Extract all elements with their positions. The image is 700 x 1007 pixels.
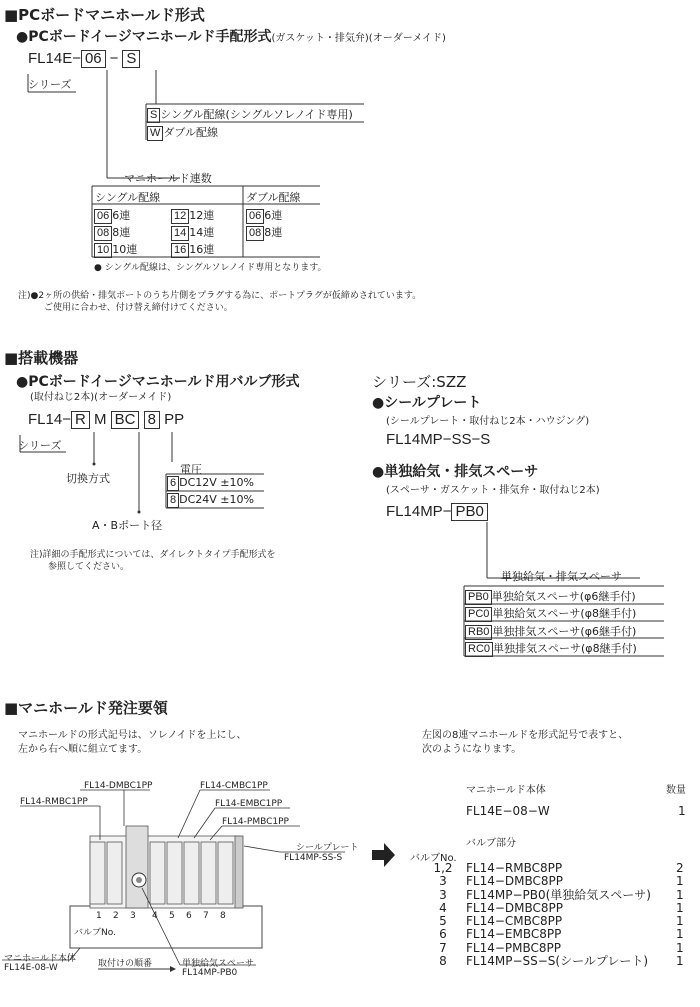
valve-number: 4 (152, 911, 158, 921)
voltage-value: DC12V ±10% (179, 476, 254, 489)
diagram-label-embc: FL14-EMBC1PP (215, 799, 283, 809)
order-row-no: 1,2 (433, 861, 453, 875)
station-code: 14 (171, 226, 189, 241)
section3-title: ■マニホールド発注要領 (4, 699, 168, 717)
order-row-no: 3 (439, 874, 447, 889)
manifold-wiring-box: S (122, 50, 140, 68)
order-row-no: 8 (439, 954, 447, 969)
valve-switch-box: R (71, 411, 90, 429)
station-label: 16連 (189, 243, 215, 256)
valve-header: バルブ部分 (466, 838, 516, 849)
spacer-option-label: 単独給気スペーサ(φ8継手付) (492, 607, 637, 621)
order-row-code: FL14MP−SS−S(シールプレート) (466, 954, 649, 969)
diagram-spacer-code: FL14MP-PB0 (182, 968, 238, 978)
seal-title: ●シールプレート (372, 395, 482, 411)
spacer-option-code: RC0 (465, 642, 493, 657)
spacer-option-code: PB0 (465, 590, 492, 605)
wiring-code: S (147, 108, 160, 123)
valve-code-prefix: FL14− (28, 411, 71, 428)
szz-title: シリーズ:SZZ (372, 373, 467, 391)
station-code: 06 (246, 209, 264, 224)
spacer-option-label: 単独排気スペーサ(φ8継手付) (493, 641, 637, 655)
order-row (420, 862, 690, 875)
order-row (420, 955, 690, 968)
order-row (420, 928, 690, 941)
valve-number: 8 (220, 911, 226, 921)
order-row (420, 875, 690, 888)
spacer-title: ●単独給気・排気スペーサ (372, 464, 539, 480)
wiring-label: ダブル配線 (163, 126, 218, 139)
order-row (420, 889, 690, 902)
valve-number: 5 (169, 911, 175, 921)
diagram-label-seal-code: FL14MP-SS-S (284, 853, 343, 863)
spacer-code-box: PB0 (451, 503, 487, 521)
station-code: 08 (246, 226, 264, 241)
valve-voltage-box: 8 (144, 411, 160, 429)
valve-port-box: BC (111, 411, 140, 429)
valve-no-header: バルブNo. (410, 853, 457, 864)
station-label: 14連 (189, 226, 215, 239)
wiring-label: シングル配線(シングルソレノイド専用) (160, 108, 353, 121)
spacer-option-label: 単独給気スペーサ(φ6継手付) (491, 590, 636, 603)
section3-desc1: マニホールドの形式記号は、ソレノイドを上にし、 (18, 730, 247, 741)
order-row-code: FL14−EMBC8PP (466, 927, 562, 942)
station-code: 10 (94, 243, 112, 258)
order-row-no: 7 (439, 940, 447, 955)
order-row-qty: 1 (676, 927, 684, 942)
order-row-qty: 1 (676, 874, 684, 889)
section2-note1: 注)詳細の手配形式については、ダイレクトタイプ手配形式を (30, 550, 276, 560)
diagram-label-rmbc: FL14-RMBC1PP (20, 797, 88, 807)
body-qty: 1 (678, 804, 686, 818)
order-row (420, 915, 690, 928)
valve-code-pp: PP (164, 411, 185, 428)
section1-subtitle-main: ●PCボードイージマニホールド手配形式 (16, 29, 272, 45)
order-row-code: FL14−RMBC8PP (466, 861, 563, 875)
station-code: 08 (94, 226, 112, 241)
diagram-label-pmbc: FL14-PMBC1PP (222, 817, 289, 827)
diagram-body-code: FL14E-08-W (4, 963, 58, 973)
section2-note2: 参照してください。 (48, 562, 130, 572)
order-row-qty: 1 (676, 940, 684, 955)
spacer-option-label: 単独排気スペーサ(φ6継手付) (492, 624, 637, 638)
port-label: A・Bポート径 (92, 519, 163, 532)
order-row-qty: 1 (676, 954, 684, 969)
order-rows (420, 862, 690, 968)
voltage-code: 6 (167, 476, 179, 491)
order-row-code: FL14−DMBC8PP (466, 900, 564, 915)
order-row-code: FL14−PMBC8PP (466, 940, 562, 955)
section1-title: ■PCボードマニホールド形式 (4, 6, 205, 24)
valve-numbers (96, 911, 237, 921)
order-row (420, 902, 690, 915)
spacer-label: 単独給気・排気スペーサ (501, 570, 622, 583)
section3-desc3: 左図の8連マニホールドを形式記号で表すと、 (422, 730, 629, 741)
order-row (420, 942, 690, 955)
diagram-label-cmbc: FL14-CMBC1PP (200, 781, 268, 791)
valve-code-m: M (93, 411, 107, 428)
manifold-code-prefix: FL14E− (28, 50, 81, 67)
manifold-station-box: 06 (81, 50, 106, 68)
spacer-code-prefix: FL14MP− (386, 503, 452, 520)
station-label: 8連 (112, 226, 131, 239)
wiring-code: W (147, 126, 163, 141)
order-row-qty: 1 (676, 887, 684, 902)
valve-series-label: シリーズ (18, 439, 62, 452)
single-header: シングル配線 (95, 191, 161, 204)
stations-label: マニホールド連数 (124, 172, 212, 185)
double-header: ダブル配線 (246, 191, 301, 204)
order-row-no: 3 (439, 887, 447, 902)
valve-number: 3 (130, 911, 136, 921)
station-label: 8連 (264, 226, 283, 239)
series-label: シリーズ (28, 78, 72, 91)
seal-note: (シールプレート・取付ねじ2本・ハウジング) (386, 416, 590, 427)
section2-subtitle: ●PCボードイージマニホールド用バルブ形式 (16, 374, 300, 390)
section1-note2: ご使用に合わせ、付け替え締付けてください。 (44, 303, 233, 313)
spacer-note: (スペーサ・ガスケット・排気弁・取付ねじ2本) (386, 485, 600, 496)
section1-subtitle-note: (ガスケット・排気弁)(オーダーメイド) (271, 33, 446, 44)
order-row-no: 5 (439, 914, 447, 929)
valve-number: 1 (96, 911, 102, 921)
voltage-label: 電圧 (180, 463, 202, 476)
voltage-code: 8 (167, 493, 179, 508)
station-code: 06 (94, 209, 112, 224)
order-row-code: FL14−DMBC8PP (466, 874, 564, 889)
qty-header: 数量 (666, 785, 686, 796)
station-label: 6連 (264, 209, 283, 222)
diagram-body-label: マニホールド本体 (4, 954, 76, 964)
table-note: ● シングル配線は、シングルソレノイド専用となります。 (94, 263, 327, 273)
section3-desc2: 左から右へ順に組立てます。 (18, 744, 148, 755)
spacer-option-code: PC0 (465, 607, 492, 622)
order-row-qty: 1 (676, 914, 684, 929)
diagram-label-dmbc: FL14-DMBC1PP (84, 781, 153, 791)
switch-label: 切換方式 (66, 472, 110, 485)
order-row-qty: 2 (676, 861, 684, 875)
valve-number: 7 (203, 911, 209, 921)
order-row-no: 4 (439, 900, 447, 915)
station-label: 12連 (189, 209, 215, 222)
station-code: 12 (171, 209, 189, 224)
diagram-order-label: 取付けの順番 (98, 959, 153, 969)
manifold-code-dash: − (109, 50, 119, 67)
order-row-no: 6 (439, 927, 447, 942)
body-header: マニホールド本体 (466, 785, 546, 796)
diagram-label-seal: シールプレート (296, 843, 359, 853)
station-code: 16 (171, 243, 189, 258)
order-row-code: FL14−CMBC8PP (466, 914, 563, 929)
valve-number: 2 (113, 911, 119, 921)
diagram-valve-no: バルブNo. (74, 928, 116, 938)
section3-desc4: 次のようになります。 (422, 744, 522, 755)
order-row-code: FL14MP−PB0(単独給気スペーサ) (466, 887, 651, 902)
section1-note1: 注)●2ヶ所の供給・排気ポートのうち片側をプラグする為に、ポートプラグが仮締めされています。 (18, 291, 422, 301)
valve-number: 6 (186, 911, 192, 921)
order-row-qty: 1 (676, 900, 684, 915)
station-label: 6連 (112, 209, 131, 222)
section2-subtitle-note: (取付ねじ2本)(オーダーメイド) (30, 392, 172, 403)
body-code: FL14E−08−W (466, 804, 550, 818)
station-label: 10連 (112, 243, 138, 256)
section2-title: ■搭載機器 (4, 349, 79, 367)
seal-code: FL14MP−SS−S (386, 431, 491, 448)
diagram-spacer-label: 単独給気スペーサ (182, 959, 255, 969)
voltage-value: DC24V ±10% (179, 493, 254, 506)
spacer-option-code: RB0 (465, 625, 492, 640)
